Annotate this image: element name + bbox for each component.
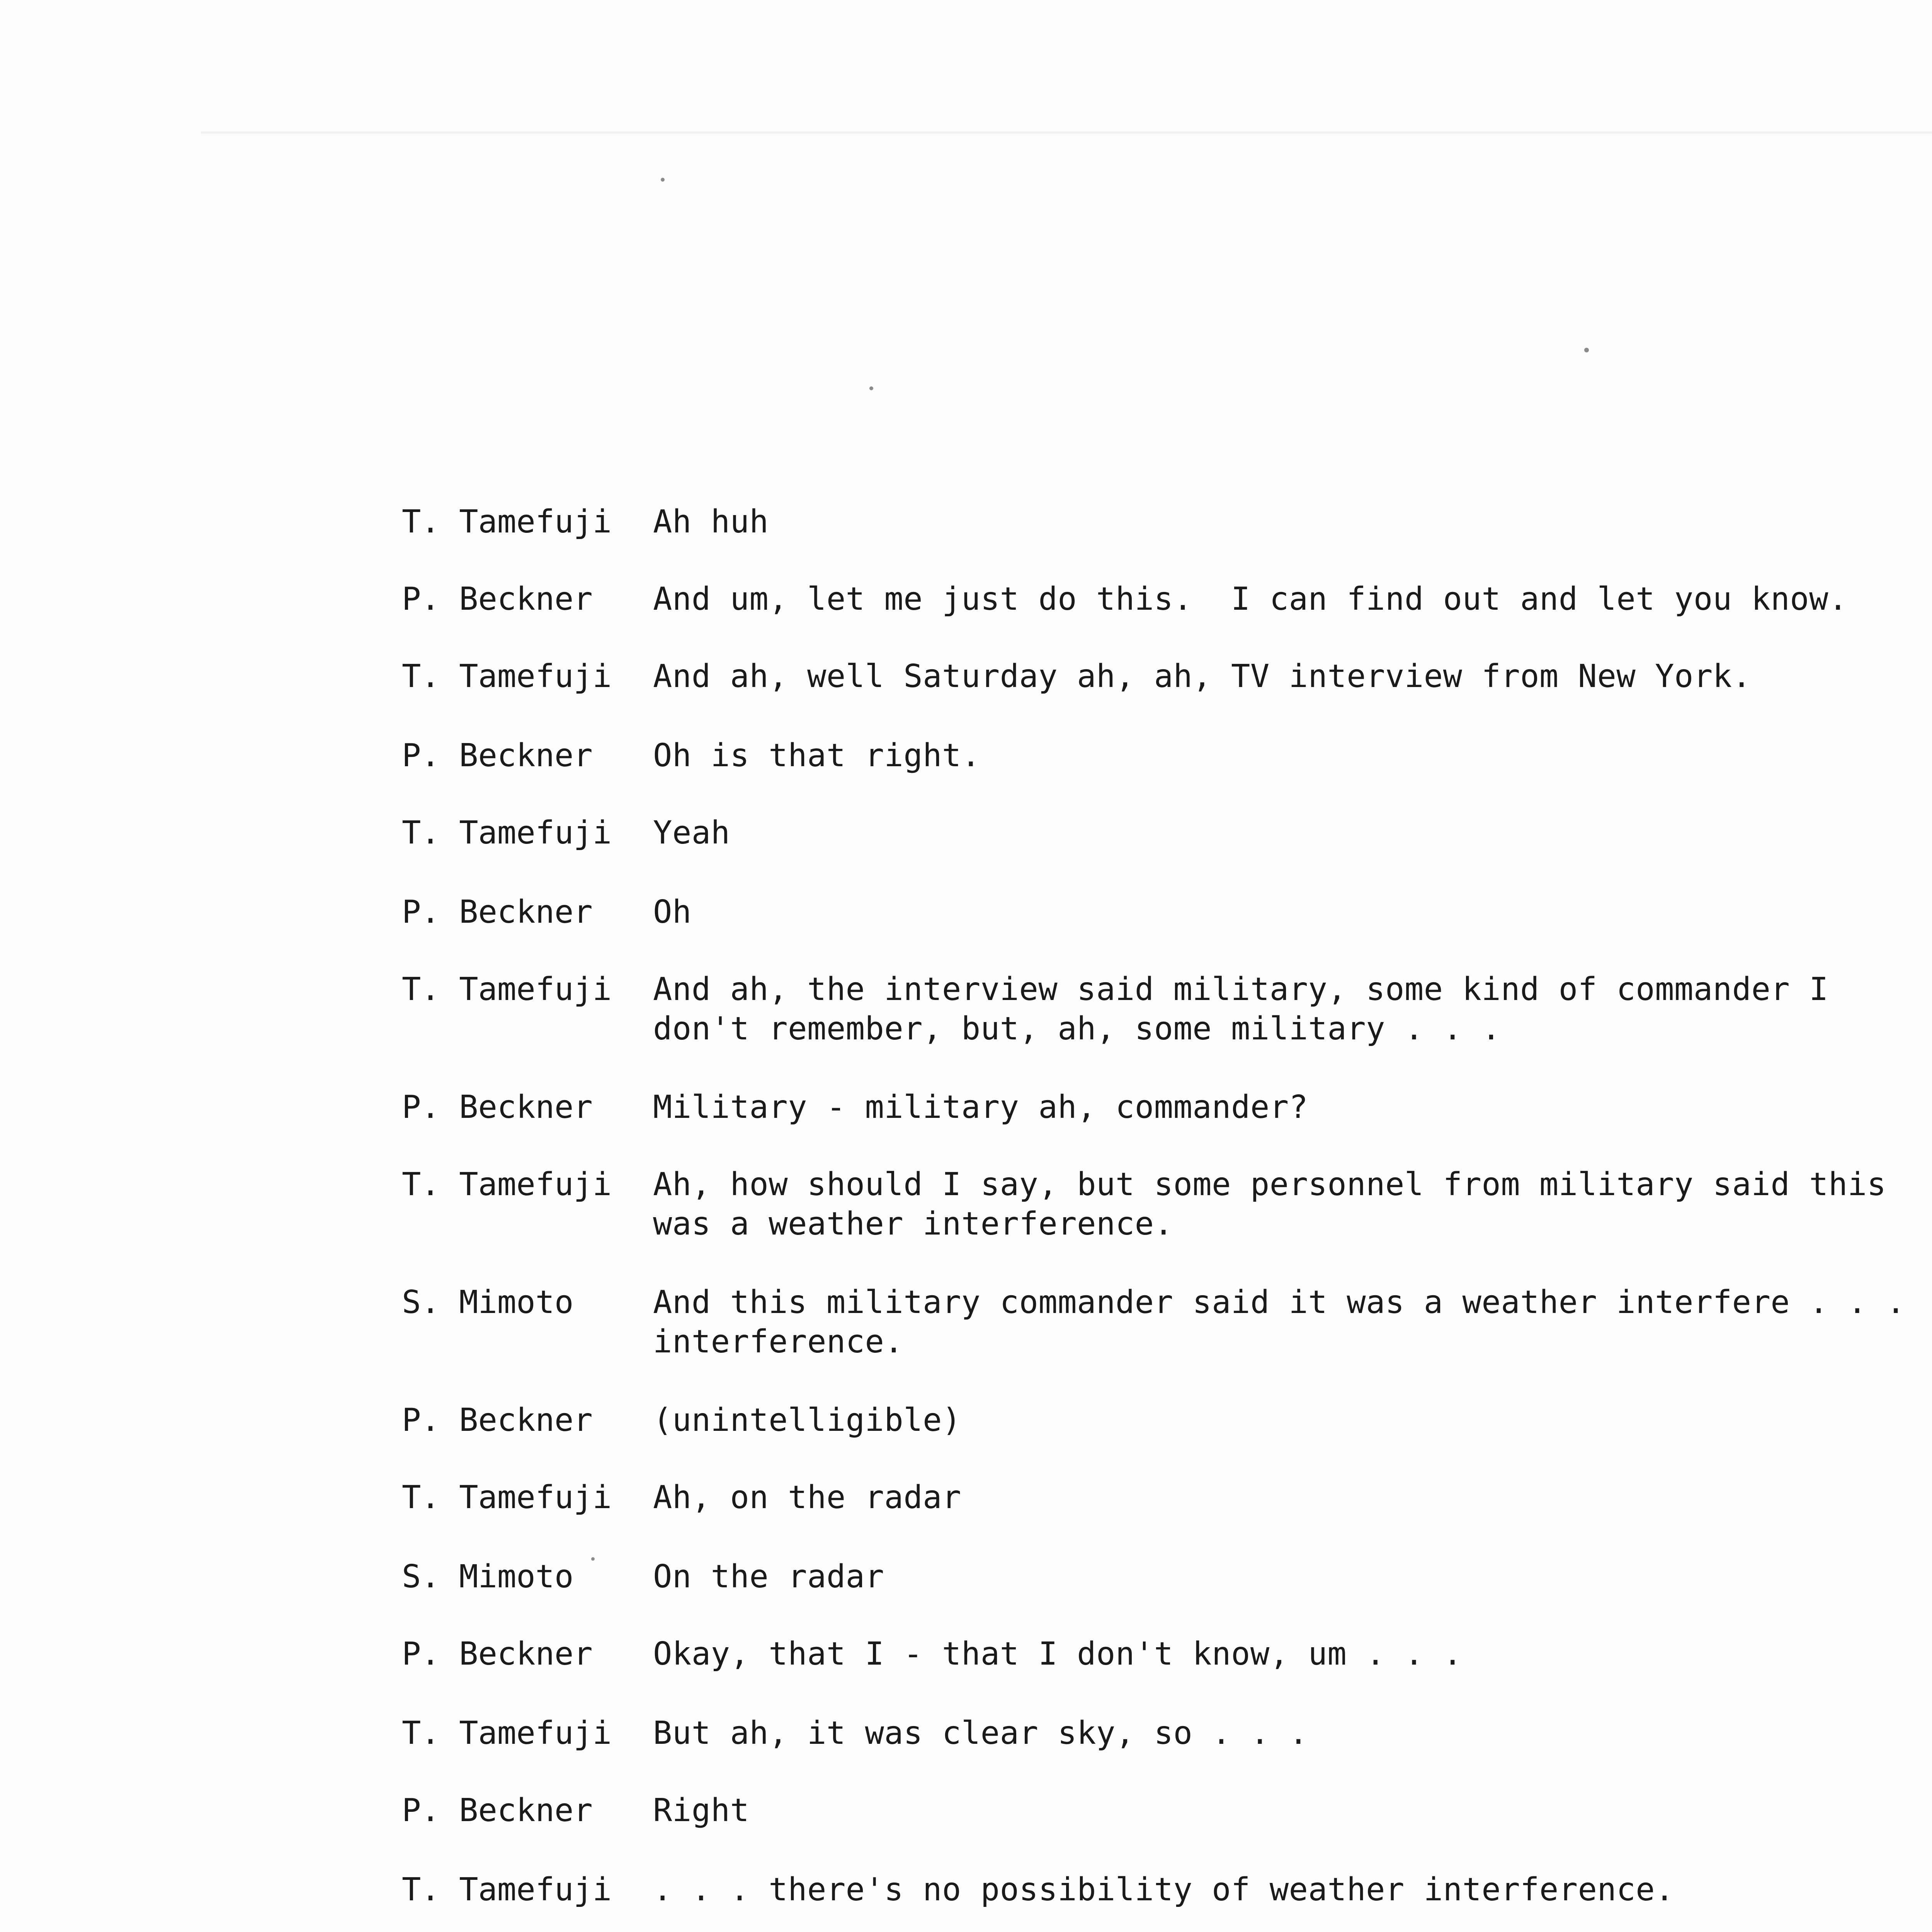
speaker-name: T. Tamefuji	[402, 1166, 612, 1203]
transcript-entry	[402, 970, 1932, 1049]
transcript-entry	[402, 736, 1932, 776]
speaker-name: T. Tamefuji	[402, 1871, 612, 1908]
scan-speck	[591, 1557, 595, 1561]
speech-text: And ah, the interview said military, some kind of commander I don't remember, but, ah, some military . . .	[653, 971, 1828, 1047]
speech-text: Oh	[653, 894, 692, 930]
speaker-name: P. Beckner	[402, 1792, 593, 1829]
speaker-name: T. Tamefuji	[402, 503, 612, 540]
transcript-entry	[402, 1165, 1932, 1244]
scan-edge-shadow	[201, 131, 1932, 134]
speaker-name: T. Tamefuji	[402, 658, 612, 695]
speech-text: Yeah	[653, 815, 730, 851]
speech-text: But ah, it was clear sky, so . . .	[653, 1715, 1308, 1752]
speaker-name: T. Tamefuji	[402, 971, 612, 1008]
speaker-name: P. Beckner	[402, 1402, 593, 1439]
speech-text: And ah, well Saturday ah, ah, TV interview from New York.	[653, 658, 1752, 695]
transcript-entry	[402, 657, 1932, 696]
speech-text: Ah huh	[653, 503, 769, 540]
speech-text: Ah, on the radar	[653, 1479, 961, 1516]
speech-text: (unintelligible)	[653, 1402, 961, 1439]
transcript-entry	[402, 1557, 1932, 1597]
transcript-entry	[402, 580, 1932, 619]
transcript-entry	[402, 1791, 1932, 1830]
transcript-entry	[402, 893, 1932, 932]
speech-text: Oh is that right.	[653, 737, 981, 774]
transcript-entry	[402, 1401, 1932, 1440]
speech-text: Military - military ah, commander?	[653, 1089, 1308, 1126]
speaker-name: P. Beckner	[402, 1089, 593, 1126]
transcript-entry	[402, 502, 1932, 542]
speech-text: Ah, how should I say, but some personnel from military said this was a weather interference.	[653, 1166, 1886, 1242]
transcript-entry	[402, 1283, 1932, 1362]
transcript-entry	[402, 1870, 1932, 1910]
speaker-name: T. Tamefuji	[402, 815, 612, 851]
speaker-name: P. Beckner	[402, 1636, 593, 1672]
speaker-name: T. Tamefuji	[402, 1479, 612, 1516]
speaker-name: T. Tamefuji	[402, 1715, 612, 1752]
scan-speck	[661, 178, 665, 182]
transcript-entry	[402, 1088, 1932, 1127]
transcript-entry	[402, 1634, 1932, 1674]
scan-speck	[869, 386, 873, 390]
speech-text: Right	[653, 1792, 750, 1829]
speaker-name: P. Beckner	[402, 581, 593, 617]
speech-text: On the radar	[653, 1558, 884, 1595]
transcript-entry	[402, 1714, 1932, 1753]
transcript-entry	[402, 813, 1932, 853]
transcript-entry	[402, 1478, 1932, 1517]
speech-text: . . . there's no possibility of weather interference.	[653, 1871, 1675, 1908]
speech-text: And um, let me just do this. I can find out and let you know.	[653, 581, 1848, 617]
scan-speck	[1584, 348, 1589, 352]
speaker-name: S. Mimoto	[402, 1558, 574, 1595]
speech-text: And this military commander said it was a weather interfere . . . interference.	[653, 1284, 1906, 1360]
speaker-name: P. Beckner	[402, 737, 593, 774]
speaker-name: S. Mimoto	[402, 1284, 574, 1321]
speaker-name: P. Beckner	[402, 894, 593, 930]
speech-text: Okay, that I - that I don't know, um . . .	[653, 1636, 1463, 1672]
